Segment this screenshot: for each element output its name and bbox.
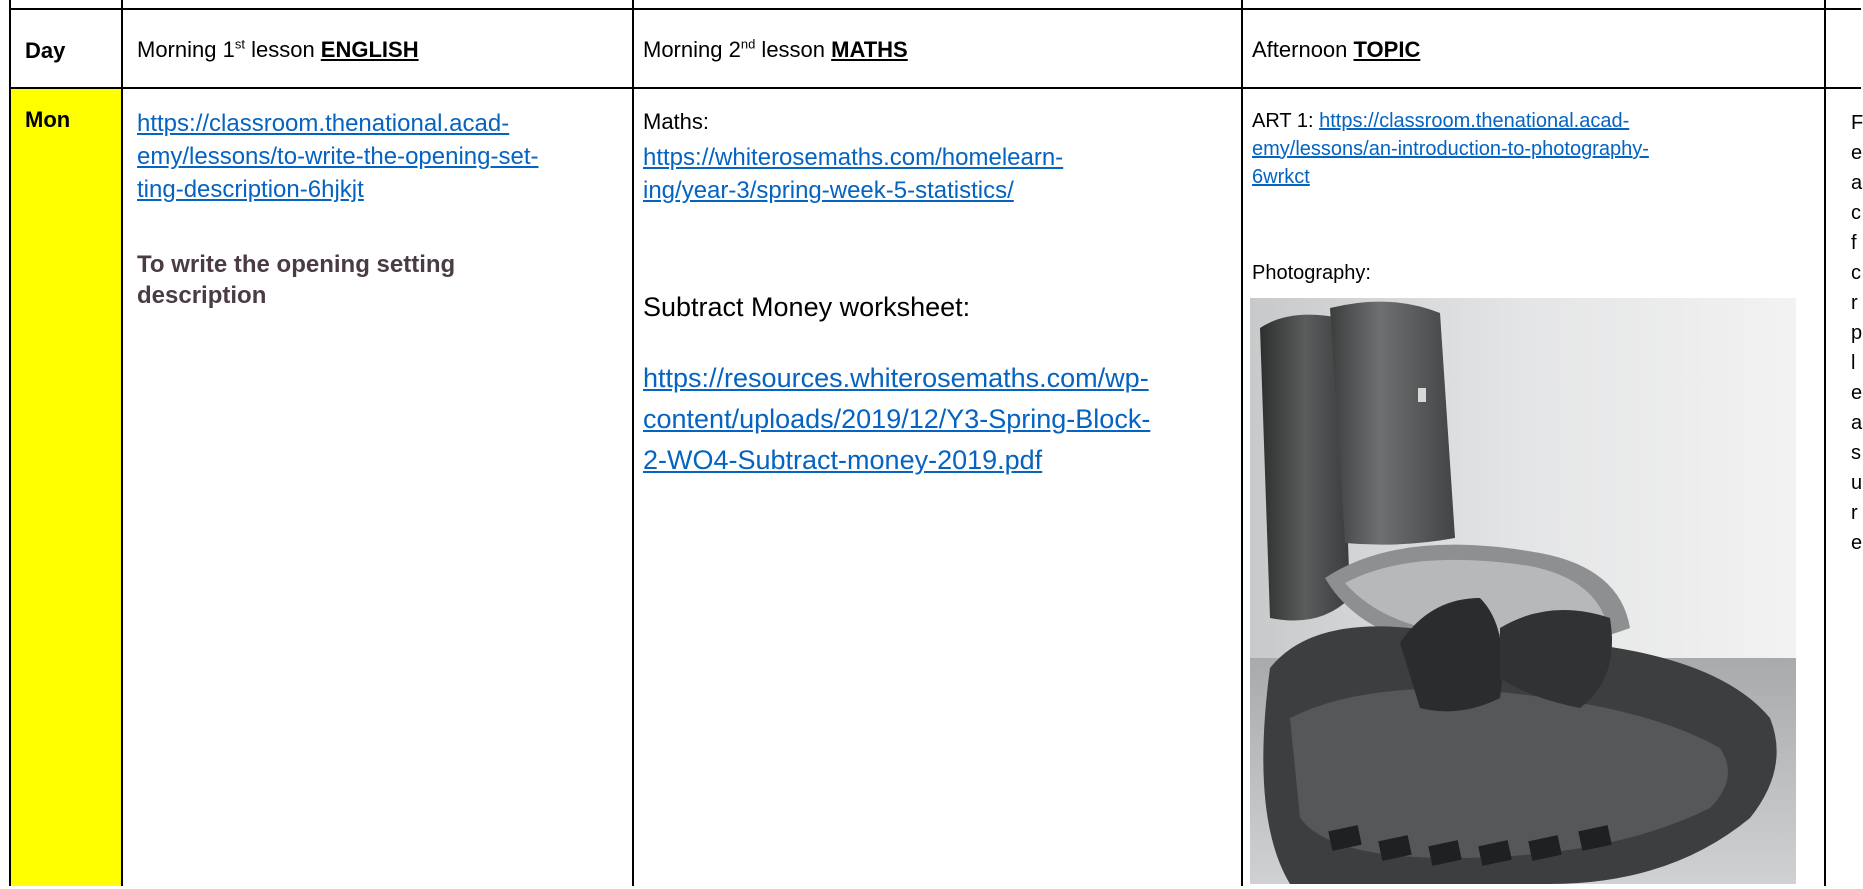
worksheet-link-line-3: 2-WO4-Subtract-money-2019.pdf <box>643 445 1043 475</box>
maths-worksheet-link[interactable] <box>643 358 1238 481</box>
clipped-letter: s <box>1851 442 1861 464</box>
clipped-letter: p <box>1851 322 1863 344</box>
clipped-letter: r <box>1851 292 1858 314</box>
maths-homelearning-link[interactable] <box>643 141 1233 207</box>
monday-english-cell <box>123 89 632 886</box>
topic-art-link-cont[interactable] <box>1252 135 1817 191</box>
clipped-letter: e <box>1851 382 1863 404</box>
maths-worksheet-label: Subtract Money worksheet: <box>643 292 971 322</box>
header-english-cell <box>123 10 632 87</box>
worksheet-link-line-2: content/uploads/2019/12/Y3-Spring-Block- <box>643 404 1151 434</box>
header-day-label: Day <box>25 38 66 63</box>
clipped-letter: e <box>1851 142 1863 164</box>
header-topic-subject: TOPIC <box>1353 37 1421 62</box>
header-maths-subject: MATHS <box>831 37 908 62</box>
clipped-letter: u <box>1851 472 1863 494</box>
english-lesson-objective <box>137 249 455 311</box>
header-english-subject: ENGLISH <box>320 37 419 62</box>
header-maths-middle: lesson <box>755 37 832 62</box>
topic-art-prefix: ART 1: <box>1252 110 1320 132</box>
header-topic-title <box>1252 37 1420 63</box>
boots-photo-image <box>1250 298 1796 884</box>
header-topic-cell <box>1243 10 1824 87</box>
topic-art-block <box>1252 107 1817 191</box>
clipped-letter: r <box>1851 502 1858 524</box>
clipped-letter: f <box>1851 232 1857 254</box>
topic-link-line-2: emy/lessons/an-introduction-to-photography- <box>1252 138 1649 160</box>
header-maths-cell <box>634 10 1241 87</box>
english-objective-line-1: To write the opening setting <box>137 251 456 278</box>
header-english-title <box>137 37 419 63</box>
topic-link-line-3: 6wrkct <box>1252 166 1310 188</box>
english-lesson-link[interactable] <box>137 107 627 206</box>
maths-link-line-1: https://whiterosemaths.com/homelearn- <box>643 144 1064 171</box>
table-divider-4 <box>1824 0 1826 886</box>
header-maths-sup: nd <box>740 36 756 52</box>
english-link-line-3: ting-description-6hjkjt <box>137 176 364 203</box>
worksheet-link-line-1: https://resources.whiterosemaths.com/wp- <box>643 363 1149 393</box>
topic-photo-label: Photography: <box>1252 262 1371 284</box>
header-english-middle: lesson <box>244 37 321 62</box>
topic-art-link[interactable] <box>1319 110 1629 132</box>
header-day-cell <box>11 10 121 87</box>
english-link-line-2: emy/lessons/to-write-the-opening-set- <box>137 143 539 170</box>
english-objective-line-2: description <box>137 282 267 309</box>
clipped-letter: a <box>1851 412 1863 434</box>
boots-photograph <box>1250 298 1796 884</box>
clipped-notes-column <box>1851 108 1861 558</box>
monday-day-label: Mon <box>25 107 71 132</box>
clipped-letter: a <box>1851 172 1863 194</box>
header-english-sup: st <box>234 36 245 52</box>
clipped-letter: c <box>1851 202 1861 224</box>
english-link-line-1: https://classroom.thenational.acad- <box>137 110 510 137</box>
clipped-letter: e <box>1851 532 1863 554</box>
clipped-letter: c <box>1851 262 1861 284</box>
header-english-prefix: Morning 1 <box>137 37 235 62</box>
header-maths-prefix: Morning 2 <box>643 37 741 62</box>
clipped-letter: F <box>1851 112 1863 134</box>
maths-label: Maths: <box>643 109 710 134</box>
header-topic-prefix: Afternoon <box>1252 37 1354 62</box>
monday-maths-cell <box>634 89 1241 886</box>
topic-link-line-1: https://classroom.thenational.acad- <box>1319 110 1630 132</box>
maths-link-line-2: ing/year-3/spring-week-5-statistics/ <box>643 177 1014 204</box>
monday-day-cell <box>11 89 121 886</box>
header-maths-title <box>643 37 908 63</box>
clipped-letter: l <box>1851 352 1856 374</box>
